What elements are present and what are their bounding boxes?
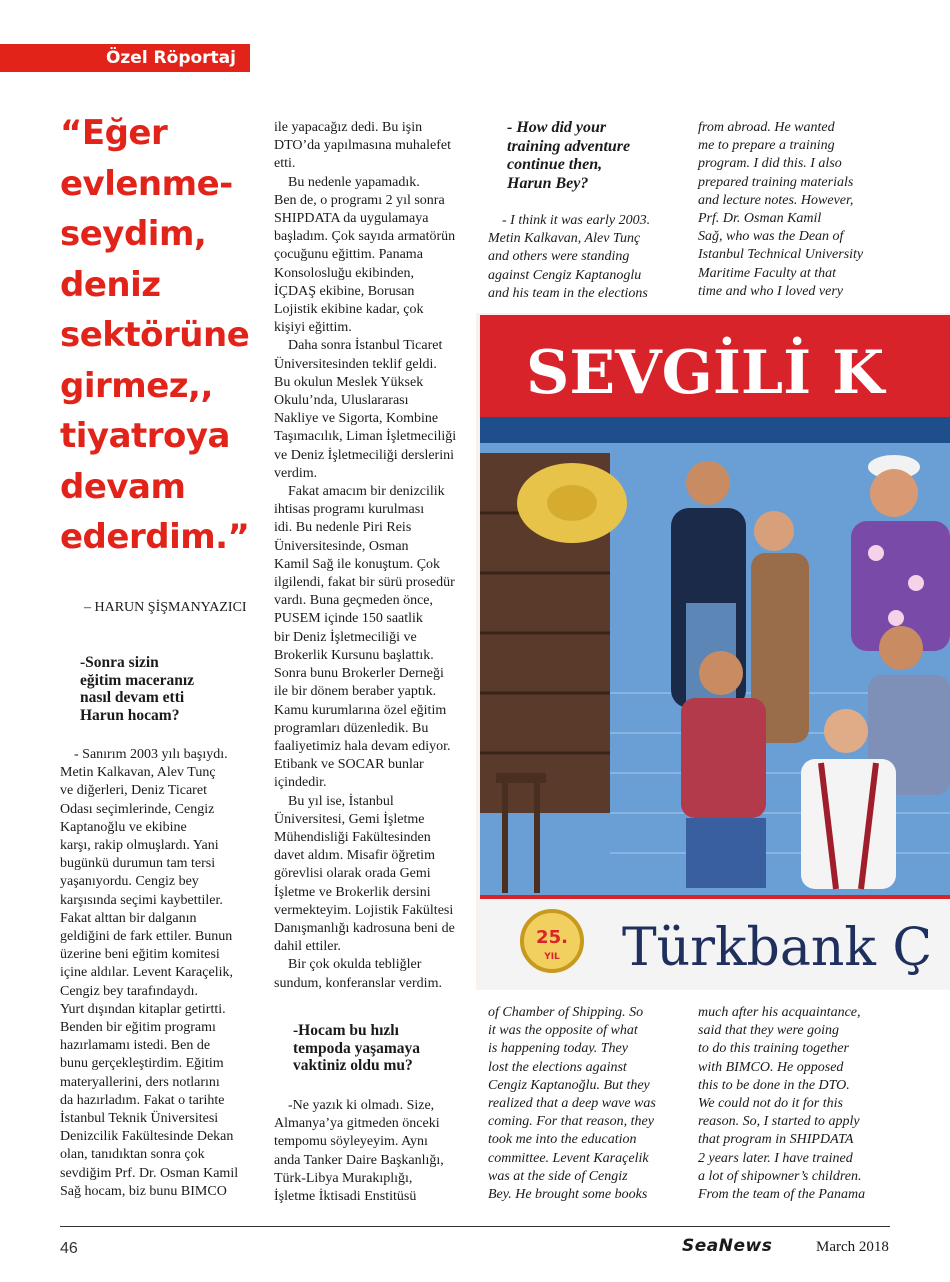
text-line: committee. Levent Karaçelik <box>488 1150 649 1166</box>
text-line: başladım. Çok sayıda armatörün <box>274 229 456 245</box>
text-line: of Chamber of Shipping. So <box>488 1005 644 1020</box>
article-column-2 <box>274 119 474 993</box>
pull-quote-line: tiyatroya <box>60 416 230 456</box>
text-line: da hazırladım. Fakat o tarihte <box>60 1092 225 1108</box>
article-column-2-continued <box>274 1097 474 1206</box>
text-line: this to be done in the DTO. <box>698 1077 850 1093</box>
text-line: sundum, konferanslar verdim. <box>274 975 442 991</box>
text-line: DTO’da yapılmasına muhalefet <box>274 138 452 154</box>
article-column-3 <box>488 212 688 303</box>
text-line: geldiğini de fark ettiler. Bunun <box>60 929 233 945</box>
question-line: -Hocam bu hızlı <box>293 1022 399 1039</box>
text-line: içine aldılar. Levent Karaçelik, <box>60 965 233 981</box>
article-column-1 <box>60 746 260 1201</box>
pull-quote-line: girmez,, <box>60 365 213 406</box>
text-line: Denizcilik Fakültesinde Dekan <box>60 1129 234 1145</box>
text-line: bunu gerçekleştirdim. Eğitim <box>60 1056 224 1072</box>
poster-top-sign: SEVGİLİ K <box>526 338 885 408</box>
text-line: tempomu söyleyeyim. Aynı <box>274 1134 428 1150</box>
text-line: -Ne yazık ki olmadı. Size, <box>288 1098 435 1113</box>
question-line: tempoda yaşamaya <box>293 1039 421 1057</box>
text-line: Mühendisliği Fakültesinden <box>274 829 431 845</box>
text-line: prepared training materials <box>698 174 854 190</box>
text-line: program. I did this. I also <box>698 156 842 172</box>
text-line: coming. For that reason, they <box>488 1114 654 1130</box>
text-line: We could not do it for this <box>698 1096 843 1112</box>
text-line: reason. So, I started to apply <box>698 1114 860 1130</box>
text-line: Lojistik ekibine kadar, çok <box>274 302 424 318</box>
text-line: me to prepare a training <box>698 138 835 154</box>
text-line: said that they were going <box>698 1023 840 1039</box>
text-line: Nakliye ve Sigorta, Kombine <box>274 411 439 427</box>
interview-question-tr-2 <box>293 1022 473 1075</box>
text-line: ihtisas programı kurulması <box>274 502 425 518</box>
text-line: faaliyetimiz hala devam ediyor. <box>274 738 451 754</box>
text-line: and others were standing <box>488 249 630 265</box>
text-line: Kamil Sağ ile konuştum. Çok <box>274 556 441 572</box>
text-line: programları düzenledik. Bu <box>274 720 429 736</box>
text-line: 2 years later. I have trained <box>698 1150 853 1166</box>
section-banner <box>0 44 250 72</box>
text-line: Kaptanoğlu ve ekibine <box>60 819 187 835</box>
text-line: ile yapacağız dedi. Bu işin <box>274 120 423 135</box>
article-column-3-continued <box>488 1004 688 1204</box>
text-line: bir Deniz İşletmeciliği ve <box>274 629 417 645</box>
text-line: anda Tanker Daire Başkanlığı, <box>274 1152 444 1168</box>
question-line: eğitim maceranız <box>80 671 195 689</box>
text-line: Maritime Faculty at that <box>698 265 837 281</box>
text-line: Etibank ve SOCAR bunlar <box>274 757 424 773</box>
section-title: Özel Röportaj <box>105 48 236 68</box>
text-line: Prf. Dr. Osman Kamil <box>698 211 822 227</box>
text-line: and lecture notes. However, <box>698 192 854 208</box>
question-line: Harun Bey? <box>507 174 589 192</box>
text-line: Fakat amacım bir denizcilik <box>288 484 445 500</box>
text-line: İşletme İktisadi Enstitüsü <box>274 1189 417 1205</box>
text-line: üzerine beni eğitim komitesi <box>60 947 220 963</box>
text-line: time and who I loved very <box>698 283 844 299</box>
text-line: Yurt dışından kitaplar getirtti. <box>60 1001 226 1017</box>
text-line: Kamu kurumlarına özel eğitim <box>274 702 447 718</box>
text-line: vermekteyim. Lojistik Fakültesi <box>274 902 454 918</box>
text-line: İÇDAŞ ekibine, Borusan <box>274 283 415 299</box>
article-column-4-continued <box>698 1004 898 1204</box>
text-line: Almanya’ya gitmeden önceki <box>274 1116 440 1132</box>
article-column-4 <box>698 119 898 301</box>
pull-quote-line: sektörüne <box>60 315 250 355</box>
text-line: yaşanıyordu. Cengiz bey <box>60 874 199 890</box>
text-line: idi. Bu nedenle Piri Reis <box>274 520 412 536</box>
text-line: ilgilendi, fakat bir sürü prosedür <box>274 575 455 591</box>
pull-quote-line: “Eğer <box>60 113 168 153</box>
text-line: it was the opposite of what <box>488 1023 638 1039</box>
text-line: Metin Kalkavan, Alev Tunç <box>488 231 641 247</box>
page-number: 46 <box>60 1240 78 1257</box>
interview-question-tr-1 <box>80 654 270 724</box>
text-line: with BIMCO. He opposed <box>698 1059 844 1075</box>
text-line: PUSEM içinde 150 saatlik <box>274 611 423 627</box>
footer-rule <box>60 1226 890 1227</box>
text-line: dahil ettiler. <box>274 939 341 955</box>
text-line: Cengiz bey tarafındaydı. <box>60 983 199 999</box>
text-line: against Cengiz Kaptanoglu <box>488 267 642 283</box>
poster-bottom-sign: Türkbank Ç <box>622 918 933 978</box>
text-line: a lot of shipowner’s children. <box>698 1168 862 1184</box>
text-line: Ben de, o programı 2 yıl sonra <box>274 192 445 208</box>
anniversary-number: 25. <box>536 927 568 948</box>
text-line: Danışmanlığı kadrosuna beni de <box>274 920 455 936</box>
text-line: verdim. <box>274 465 318 481</box>
text-line: Okulu’nda, Uluslararası <box>274 393 409 409</box>
text-line: - Sanırım 2003 yılı başıydı. <box>74 747 228 762</box>
text-line: SHIPDATA da uygulamaya <box>274 211 429 227</box>
question-line: vaktiniz oldu mu? <box>293 1057 413 1074</box>
text-line: vardı. Buna geçmeden önce, <box>274 593 433 609</box>
question-line: nasıl devam etti <box>80 689 185 706</box>
pull-quote <box>60 108 260 563</box>
text-line: Brokerlik Kursunu başlattık. <box>274 647 434 663</box>
pull-quote-line: evlenme- <box>60 163 233 204</box>
pull-quote-line: devam <box>60 466 186 507</box>
text-line: Bey. He brought some books <box>488 1187 648 1203</box>
text-line: kişiyi eğittim. <box>274 320 352 336</box>
text-line: Üniversitesi, Gemi İşletme <box>274 811 425 827</box>
text-line: karşısında seçimi kaybettiler. <box>60 892 223 908</box>
text-line: from abroad. He wanted <box>698 120 835 135</box>
issue-date: March 2018 <box>816 1239 889 1255</box>
text-line: realized that a deep wave was <box>488 1096 656 1112</box>
text-line: materyallerini, ders notlarını <box>60 1074 220 1090</box>
text-line: and his team in the elections <box>488 285 648 301</box>
interview-question-en-1 <box>507 119 692 193</box>
question-line: Harun hocam? <box>80 706 180 724</box>
text-line: is happening today. They <box>488 1041 628 1057</box>
text-line: that program in SHIPDATA <box>698 1132 854 1148</box>
pull-quote-attribution: – HARUN ŞİŞMANYAZICI <box>84 600 247 615</box>
text-line: Cengiz Kaptanoğlu. But they <box>488 1077 650 1093</box>
text-line: davet aldım. Misafir öğretim <box>274 848 435 864</box>
text-line: ve diğerleri, Deniz Ticaret <box>60 783 207 799</box>
pull-quote-line: deniz <box>60 264 161 305</box>
text-line: much after his acquaintance, <box>698 1005 861 1020</box>
text-line: hazırlamamı istedi. Ben de <box>60 1038 211 1054</box>
text-line: Bir çok okulda tebliğler <box>288 957 422 973</box>
text-line: Istanbul Technical University <box>698 247 864 263</box>
text-line: bugünkü durumun tam tersi <box>60 856 216 872</box>
text-line: içindedir. <box>274 775 327 791</box>
text-line: Taşımacılık, Liman İşletmeciliği <box>274 429 457 445</box>
text-line: was at the side of Cengiz <box>488 1168 628 1184</box>
text-line: to do this training together <box>698 1041 849 1057</box>
question-line: continue then, <box>507 156 603 173</box>
text-line: Sağ, who was the Dean of <box>698 229 844 245</box>
question-line: training adventure <box>507 137 631 155</box>
text-line: Sağ hocam, biz bunu BIMCO <box>60 1183 227 1199</box>
text-line: Sonra bunu Brokerler Derneği <box>274 666 444 682</box>
text-line: ve Deniz İşletmeciliği derslerini <box>274 447 454 463</box>
text-line: Konsolosluğu ekibinden, <box>274 265 414 281</box>
magazine-brand: SeaNews <box>682 1236 773 1256</box>
question-line: - How did your <box>507 119 607 136</box>
text-line: From the team of the Panama <box>698 1187 866 1203</box>
text-line: İstanbul Teknik Üniversitesi <box>60 1111 219 1127</box>
pull-quote-line: seydim, <box>60 214 207 254</box>
text-line: Benden bir eğitim programı <box>60 1020 216 1036</box>
text-line: Bu okulun Meslek Yüksek <box>274 374 424 390</box>
text-line: çocuğunu eğittim. Panama <box>274 247 423 263</box>
text-line: Fakat alttan bir dalganın <box>60 910 197 926</box>
text-line: karşı, rakip olmuşlardı. Yani <box>60 838 219 854</box>
text-line: took me into the education <box>488 1132 637 1148</box>
text-line: Bu nedenle yapamadık. <box>288 174 420 190</box>
question-line: -Sonra sizin <box>80 654 159 671</box>
text-line: - I think it was early 2003. <box>502 213 651 228</box>
text-line: Türk-Libya Murakıplığı, <box>274 1170 413 1186</box>
text-line: Daha sonra İstanbul Ticaret <box>288 338 443 354</box>
pull-quote-line: ederdim.” <box>60 517 250 557</box>
text-line: olan, tanıdıktan sonra çok <box>60 1147 205 1163</box>
text-line: Üniversitesinden teklif geldi. <box>274 356 437 372</box>
text-line: Üniversitesinde, Osman <box>274 538 409 554</box>
text-line: Metin Kalkavan, Alev Tunç <box>60 765 216 781</box>
text-line: lost the elections against <box>488 1059 627 1075</box>
text-line: etti. <box>274 156 296 172</box>
text-line: Odası seçimlerinde, Cengiz <box>60 801 215 817</box>
text-line: ile bir dönem beraber yaptık. <box>274 684 437 700</box>
anniversary-label: YIL <box>544 952 560 962</box>
text-line: Bu yıl ise, İstanbul <box>288 793 394 809</box>
theatre-poster-photo <box>476 313 950 990</box>
text-line: İşletme ve Brokerlik dersini <box>274 884 431 900</box>
text-line: görevlisi olarak orada Gemi <box>274 866 431 882</box>
text-line: sevdiğim Prf. Dr. Osman Kamil <box>60 1165 239 1181</box>
